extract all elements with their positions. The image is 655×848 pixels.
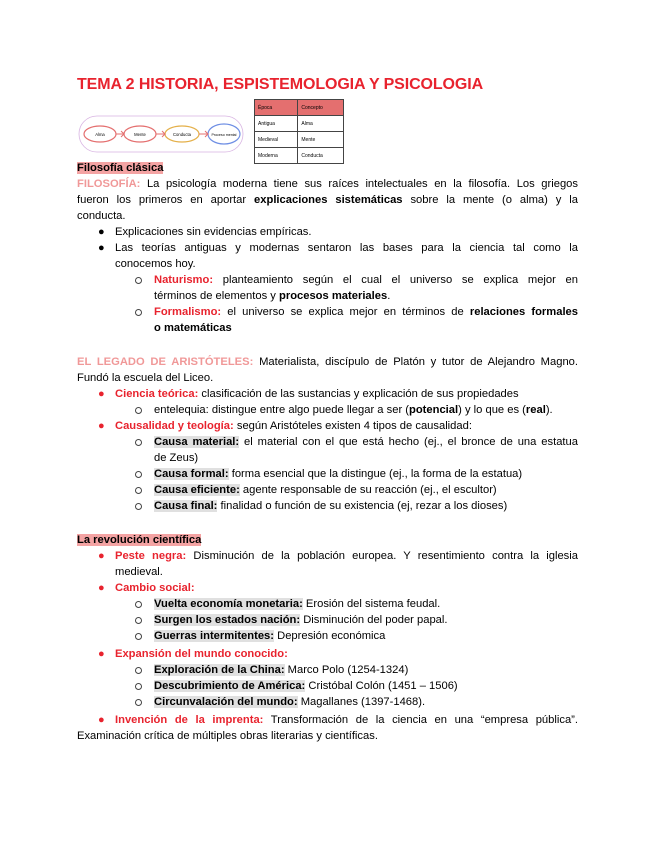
list-item: Peste negra: Disminución de la población europea. Y resentimiento contra la iglesia — [115, 550, 578, 562]
diagram-label: Mente — [134, 132, 146, 137]
circle-bullet-icon — [135, 503, 142, 510]
circle-bullet-icon — [135, 601, 142, 608]
list-item: Invención de la imprenta: Transformación de la ciencia en una “empresa pública”. — [115, 714, 578, 726]
arrow-icon — [199, 131, 208, 137]
list-item: Vuelta economía monetaria: Erosión del sistema feudal. — [154, 598, 441, 610]
table-cell: Concepto — [298, 100, 344, 116]
list-item: Descubrimiento de América: Cristóbal Colón (1451 – 1506) — [154, 680, 458, 692]
table-cell: Antigua — [255, 116, 298, 132]
bullet-icon: ● — [98, 242, 105, 254]
list-item: Formalismo: el universo se explica mejor en términos de relaciones formales — [154, 306, 579, 318]
list-item: Exploración de la China: Marco Polo (1254-1324) — [154, 664, 409, 676]
list-item: Las teorías antiguas y modernas sentaron las bases para la ciencia tal como la — [115, 242, 578, 254]
circle-bullet-icon — [135, 617, 142, 624]
table-cell: Época — [255, 100, 298, 116]
circle-bullet-icon — [135, 277, 142, 284]
circle-bullet-icon — [135, 699, 142, 706]
list-item: Causa material: el material con el que está hecho (ej., el bronce de una estatua — [154, 436, 578, 448]
page-title: TEMA 2 HISTORIA, ESPISTEMOLOGIA Y PSICOLOGIA — [77, 76, 484, 93]
diagram-label: Alma — [95, 132, 105, 137]
paragraph: EL LEGADO DE ARISTÓTELES: Materialista, discípulo de Platón y tutor de Alejandro Magno. — [77, 356, 578, 368]
table-cell: Medieval — [255, 132, 298, 148]
paragraph: conducta. — [77, 210, 126, 222]
bullet-icon: ● — [98, 714, 105, 726]
list-item: o matemáticas — [154, 322, 232, 334]
list-item: de Zeus) — [154, 452, 199, 464]
list-item: entelequia: distingue entre algo puede llegar a ser (potencial) y lo que es (real). — [154, 404, 553, 416]
paragraph: fueron los primeros en aportar explicaciones sistemáticas sobre la mente (o alma) y la — [77, 194, 578, 206]
bullet-icon: ● — [98, 582, 105, 594]
list-item: Causa eficiente: agente responsable de su reacción (ej., el escultor) — [154, 484, 497, 496]
list-item: Surgen los estados nación: Disminución del poder papal. — [154, 614, 448, 626]
list-item: Explicaciones sin evidencias empíricas. — [115, 226, 312, 238]
diagram-label: Proceso mental — [211, 133, 237, 137]
list-item: Causa formal: forma esencial que la distingue (ej., la forma de la estatua) — [154, 468, 523, 480]
circle-bullet-icon — [135, 633, 142, 640]
list-item: términos de elementos y procesos materiales. — [154, 290, 391, 302]
section-heading: La revolución científica — [77, 534, 202, 546]
list-item: Examinación crítica de múltiples obras literarias y científicas. — [77, 730, 378, 742]
list-item: Expansión del mundo conocido: — [115, 648, 288, 660]
circle-bullet-icon — [135, 439, 142, 446]
circle-bullet-icon — [135, 407, 142, 414]
list-item: Causa final: finalidad o función de su existencia (ej, rezar a los dioses) — [154, 500, 508, 512]
circle-bullet-icon — [135, 309, 142, 316]
section-heading: Filosofía clásica — [77, 162, 164, 174]
bullet-icon: ● — [98, 550, 105, 562]
circle-bullet-icon — [135, 667, 142, 674]
circle-bullet-icon — [135, 471, 142, 478]
list-item: Guerras intermitentes: Depresión económica — [154, 630, 386, 642]
list-item: Causalidad y teología: según Aristóteles existen 4 tipos de causalidad: — [115, 420, 472, 432]
table-cell: Conducta — [298, 148, 344, 164]
list-item: Circunvalación del mundo: Magallanes (1397-1468). — [154, 696, 426, 708]
paragraph: Fundó la escuela del Liceo. — [77, 372, 214, 384]
circle-bullet-icon — [135, 683, 142, 690]
table-cell: Alma — [298, 116, 344, 132]
circle-bullet-icon — [135, 487, 142, 494]
table-cell: Moderna — [255, 148, 298, 164]
diagram-label: Conducta — [173, 132, 191, 137]
bullet-icon: ● — [98, 226, 105, 238]
list-item: conocemos hoy. — [115, 258, 196, 270]
concept-flow-diagram — [78, 112, 246, 156]
arrow-icon — [156, 131, 165, 137]
concept-table — [254, 99, 344, 164]
table-cell: Mente — [298, 132, 344, 148]
bullet-icon: ● — [98, 648, 105, 660]
list-item: Cambio social: — [115, 582, 195, 594]
bullet-icon: ● — [98, 420, 105, 432]
paragraph: FILOSOFÍA: La psicología moderna tiene sus raíces intelectuales en la filosofía. Los griegos — [77, 178, 578, 190]
list-item: Ciencia teórica: clasificación de las sustancias y explicación de sus propiedades — [115, 388, 519, 400]
arrow-icon — [116, 131, 124, 137]
list-item: medieval. — [115, 566, 163, 578]
bullet-icon: ● — [98, 388, 105, 400]
list-item: Naturismo: planteamiento según el cual el universo se explica mejor en — [154, 274, 578, 286]
